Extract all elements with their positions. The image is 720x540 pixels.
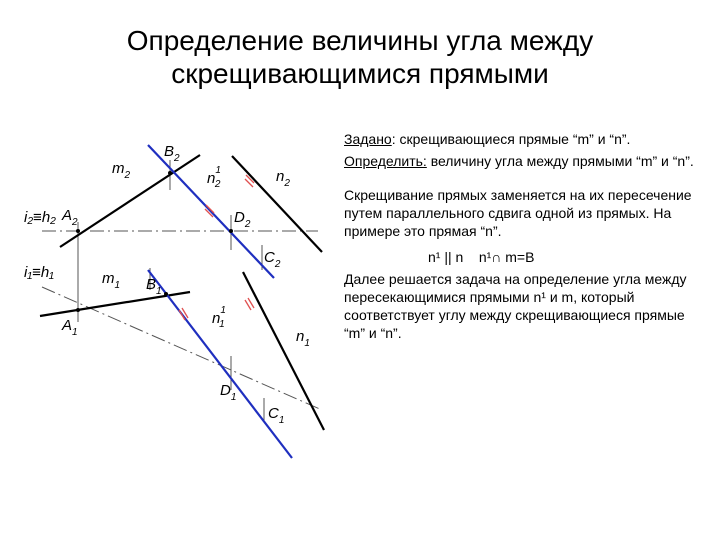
title-line-1: Определение величины угла между [126, 25, 594, 56]
label-b2: $B_2$ [164, 143, 180, 164]
label-i1h1: i₁≡h₁ [24, 264, 54, 281]
find-label: Определить: [344, 153, 427, 169]
axis-line-i1h1 [42, 287, 322, 410]
find-statement [344, 152, 704, 170]
label-a2: $A_2$ [62, 207, 78, 228]
label-n2: $n_2$ [276, 168, 290, 189]
given-label: Задано [344, 131, 392, 147]
explanation-paragraph-1: Скрещивание прямых заменяется на их пересечение путем параллельного сдвига одной из прямых. На примере это прямая “n”. [344, 187, 692, 239]
line-n1-shifted-horizontal [148, 270, 292, 458]
point-b1 [164, 292, 168, 296]
point-d2 [229, 229, 233, 233]
label-i2h2: i₂≡h₂ [24, 209, 56, 226]
label-m2: $m_2$ [112, 160, 131, 181]
line-n1 [243, 272, 324, 430]
label-d1: $D_1$ [220, 382, 237, 403]
line-n1-shifted-frontal [148, 145, 274, 278]
label-n1-horizontal: $n^1$ 1 [212, 305, 226, 330]
point-b2 [168, 171, 172, 175]
line-m2 [60, 155, 200, 247]
point-a2 [76, 229, 80, 233]
label-a1: $A_1$ [62, 317, 78, 338]
label-d2: $D_2$ [234, 209, 251, 230]
explanation-panel [344, 130, 704, 342]
point-a1 [76, 308, 80, 312]
formula-line: n¹ || n n¹∩ m=B [428, 249, 535, 265]
label-n1-frontal: $n^1$ 2 [207, 165, 221, 190]
given-text: : скрещивающиеся прямые “m” и “n”. [391, 131, 631, 147]
explanation-paragraph-2: Далее решается задача на определение угла между пересекающимися прямыми n¹ и m, который соответствует углу между скрещивающиеся прямые “m” и “n”. [344, 271, 687, 341]
find-text: величину угла между прямыми “m” и “n”. [426, 153, 694, 169]
label-n1: $n_1$ [296, 328, 310, 349]
title-line-2: скрещивающимися прямыми [171, 58, 549, 89]
label-b1: $B_1$ [146, 276, 162, 297]
given-statement [344, 130, 704, 148]
label-c2: $C_2$ [264, 249, 281, 270]
label-m1: $m_1$ [102, 270, 121, 291]
label-c1: $C_1$ [268, 405, 285, 426]
